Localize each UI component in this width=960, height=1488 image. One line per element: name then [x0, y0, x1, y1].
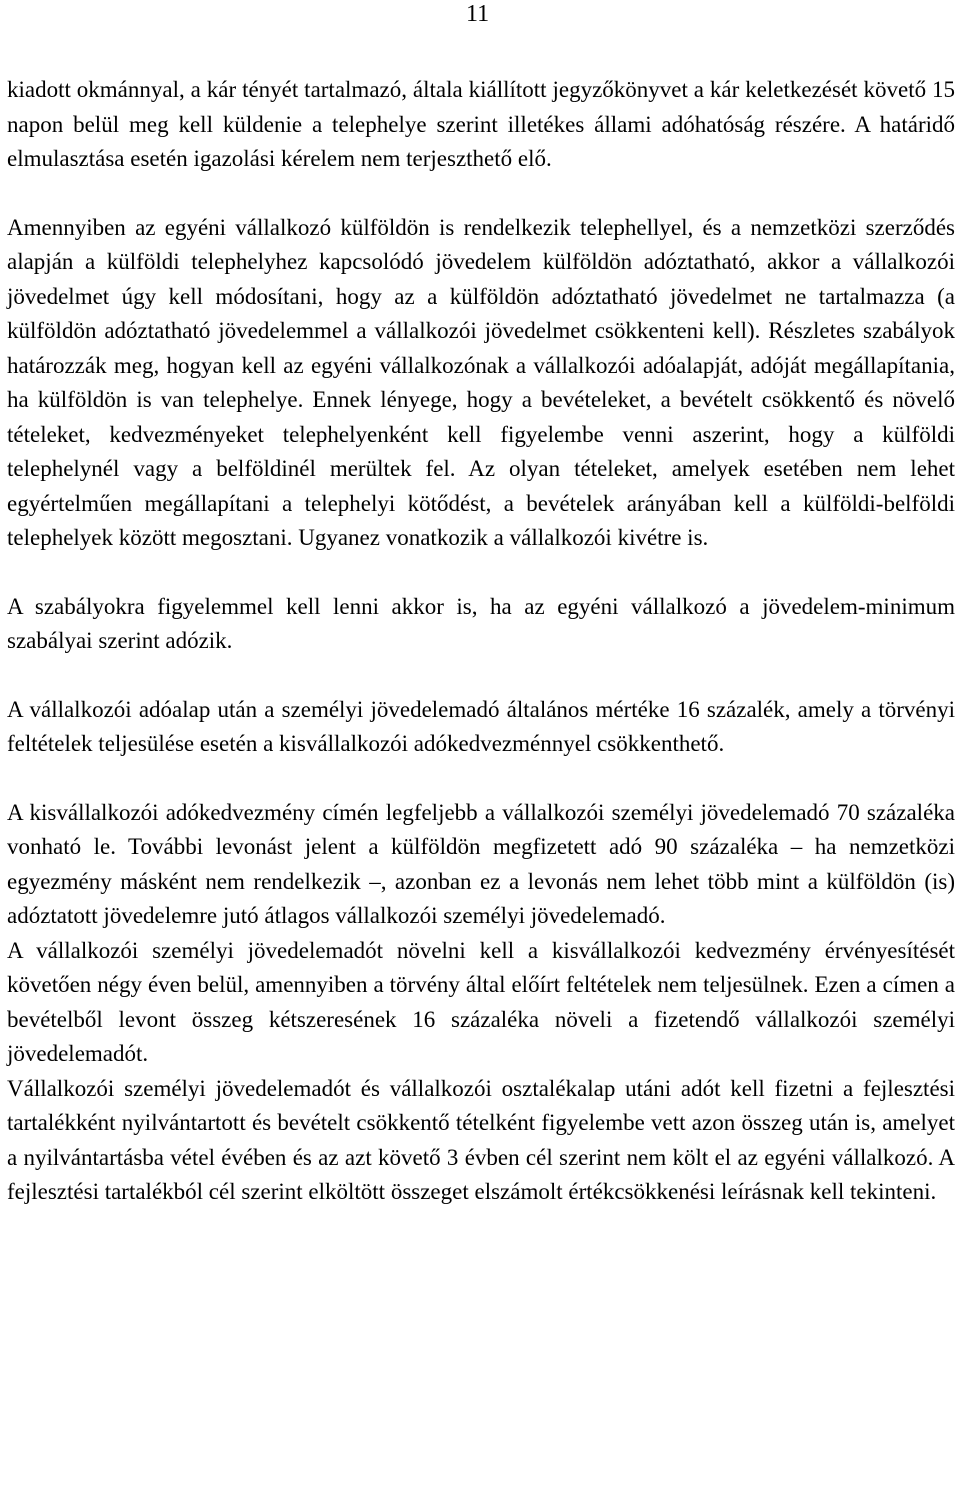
paragraph-4: A vállalkozói adóalap után a személyi jövedelemadó általános mértéke 16 százalék, amely a törvényi feltételek teljesülése esetén a kisvállalkozói adókedvezménnyel csökkenthető. — [7, 696, 955, 756]
paragraph-7: Vállalkozói személyi jövedelemadót és vállalkozói osztalékalap utáni adót kell fizetni a fejlesztési tartalékként nyilvántartott és bevételt csökkentő tételként figyelembe vett azon összeg után is, amelyet a nyilvántartásba vétel évében és az azt követő 3 évben cél szerint nem költ el az egyéni vállalkozó. A fejlesztési tartalékból cél szerint elköltött összeget elszámolt értékcsökkenési leírásnak kell tekinteni. — [7, 1075, 955, 1204]
paragraph-2: Amennyiben az egyéni vállalkozó külföldön is rendelkezik telephellyel, és a nemzetközi szerződés alapján a külföldi telephelyhez kapcsolódó jövedelem külföldön adóztatható, akkor a vállalkozói jövedelmet úgy kell módosítani, hogy az a külföldön adóztatható jövedelmet ne tartalmazza (a külföldön adóztatható jövedelemmel a vállalkozói jövedelmet csökkenteni kell). Részletes szabályok határozzák meg, hogyan kell az egyéni vállalkozónak a vállalkozói adóalapját, adóját megállapítania, ha külföldön is van telephelye. Ennek lényege, hogy a bevételeket, a bevételt csökkentő és növelő tételeket, kedvezményeket telephelyenként kell figyelembe venni aszerint, hogy a külföldi telephelynél vagy a belföldinél merültek fel. Az olyan tételeket, amelyek esetében nem lehet egyértelműen megállapítani a telephelyi kötődést, a bevételek arányában kell a külföldi-belföldi telephelyek között megosztani. Ugyanez vonatkozik a vállalkozói kivétre is. — [7, 214, 955, 550]
paragraph-5: A kisvállalkozói adókedvezmény címén legfeljebb a vállalkozói személyi jövedelemadó 70 százaléka vonható le. További levonást jelent a külföldön megfizetett adó 90 százaléka – ha nemzetközi egyezmény másként nem rendelkezik –, azonban ez a levonás nem lehet több mint a külföldön (is) adóztatott jövedelemre jutó átlagos vállalkozói személyi jövedelemadó. — [7, 799, 955, 928]
paragraph-6: A vállalkozói személyi jövedelemadót növelni kell a kisvállalkozói kedvezmény érvényesítését követően négy éven belül, amennyiben a törvény által előírt feltételek nem teljesülnek. Ezen a címen a bevételből levont összeg kétszeresének 16 százaléka növeli a fizetendő vállalkozói személyi jövedelemadót. — [7, 937, 955, 1066]
paragraph-1: kiadott okmánnyal, a kár tényét tartalmazó, általa kiállított jegyzőkönyvet a kár keletkezését követő 15 napon belül meg kell küldenie a telephelye szerint illetékes állami adóhatóság részére. A határidő elmulasztása esetén igazolási kérelem nem terjeszthető elő. — [7, 77, 955, 171]
paragraph-3: A szabályokra figyelemmel kell lenni akkor is, ha az egyéni vállalkozó a jövedelem-minimum szabályai szerint adózik. — [7, 593, 955, 653]
page-number: 11 — [466, 1, 490, 27]
document-body — [7, 73, 955, 1210]
